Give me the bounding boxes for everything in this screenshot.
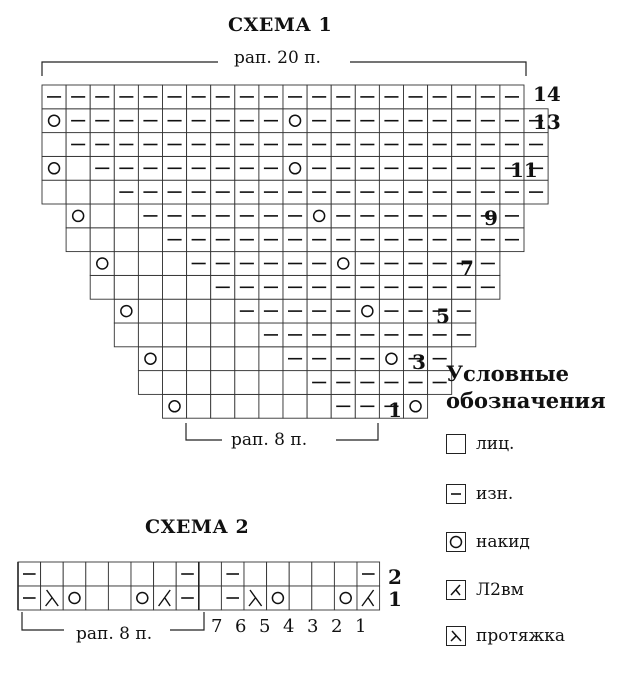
scheme1-row-number-11: 11 — [510, 158, 538, 182]
grid-cell — [114, 252, 138, 276]
grid-cell — [244, 562, 267, 586]
grid-cell — [334, 562, 357, 586]
yarn-over-icon — [446, 532, 466, 552]
scheme2-column-number-3: 3 — [307, 616, 319, 637]
grid-cell — [114, 204, 138, 228]
grid-cell — [90, 228, 114, 252]
knit-stitch-icon — [446, 434, 466, 454]
grid-cell — [259, 371, 283, 395]
grid-cell — [41, 562, 64, 586]
scheme2-column-number-2: 2 — [331, 616, 343, 637]
grid-cell — [66, 156, 90, 180]
grid-cell — [283, 109, 307, 133]
grid-cell — [267, 586, 290, 610]
grid-cell — [187, 394, 211, 418]
grid-cell — [334, 586, 357, 610]
scheme1-row-number-9: 9 — [484, 206, 498, 230]
grid-cell — [163, 252, 187, 276]
grid-cell — [42, 133, 66, 157]
grid-cell — [187, 347, 211, 371]
grid-cell — [187, 371, 211, 395]
scheme2-column-number-7: 7 — [211, 616, 223, 637]
legend-item-yarn-over — [446, 532, 530, 552]
scheme1-repeat-top-bracket — [42, 62, 526, 76]
grid-cell — [163, 275, 187, 299]
legend-label-yarn-over: накид — [476, 532, 530, 552]
legend-item-k2tog — [446, 580, 524, 600]
legend-item-purl — [446, 484, 513, 504]
grid-cell — [283, 156, 307, 180]
scheme1-row-number-1: 1 — [388, 398, 402, 422]
legend-label-ssk: протяжка — [476, 626, 565, 646]
grid-cell — [42, 156, 66, 180]
grid-cell — [283, 371, 307, 395]
grid-cell — [108, 586, 131, 610]
grid-cell — [163, 299, 187, 323]
grid-cell — [259, 394, 283, 418]
grid-cell — [163, 323, 187, 347]
grid-cell — [211, 347, 235, 371]
grid-cell — [66, 228, 90, 252]
grid-cell — [163, 347, 187, 371]
grid-cell — [211, 323, 235, 347]
scheme1-row-number-13: 13 — [533, 110, 561, 134]
grid-cell — [90, 204, 114, 228]
grid-cell — [199, 586, 222, 610]
grid-cell — [259, 347, 283, 371]
grid-cell — [66, 204, 90, 228]
grid-cell — [235, 371, 259, 395]
grid-cell — [90, 180, 114, 204]
scheme2-row-number-2: 2 — [388, 565, 402, 589]
grid-cell — [379, 347, 403, 371]
grid-cell — [211, 371, 235, 395]
legend-item-ssk — [446, 626, 565, 646]
grid-cell — [63, 586, 86, 610]
grid-cell — [90, 252, 114, 276]
grid-cell — [138, 252, 162, 276]
grid-cell — [138, 371, 162, 395]
grid-cell — [235, 394, 259, 418]
grid-cell — [138, 275, 162, 299]
grid-cell — [114, 275, 138, 299]
grid-cell — [187, 299, 211, 323]
grid-cell — [307, 204, 331, 228]
scheme1-title: СХЕМА 1 — [228, 14, 333, 36]
scheme2-column-number-4: 4 — [283, 616, 295, 637]
scheme1-row-number-5: 5 — [436, 304, 450, 328]
grid-cell — [267, 562, 290, 586]
scheme1-repeat-top-label: рап. 20 п. — [228, 48, 327, 68]
grid-cell — [63, 562, 86, 586]
grid-cell — [154, 562, 177, 586]
legend-label-purl: изн. — [476, 484, 514, 504]
grid-cell — [66, 180, 90, 204]
scheme2-repeat-label: рап. 8 п. — [70, 624, 158, 644]
grid-cell — [404, 394, 428, 418]
grid-cell — [187, 275, 211, 299]
scheme2-column-number-1: 1 — [355, 616, 367, 637]
grid-cell — [114, 299, 138, 323]
grid-cell — [108, 562, 131, 586]
grid-cell — [211, 299, 235, 323]
purl-stitch-icon — [446, 484, 466, 504]
grid-cell — [331, 252, 355, 276]
grid-cell — [138, 347, 162, 371]
grid-cell — [289, 586, 312, 610]
grid-cell — [307, 394, 331, 418]
grid-cell — [114, 228, 138, 252]
scheme2-column-number-6: 6 — [235, 616, 247, 637]
scheme1-repeat-bottom-label: рап. 8 п. — [225, 430, 313, 450]
grid-cell — [289, 562, 312, 586]
grid-cell — [138, 228, 162, 252]
legend-label-k2tog: Л2вм — [476, 580, 524, 600]
grid-cell — [235, 323, 259, 347]
grid-cell — [163, 394, 187, 418]
scheme1-row-number-3: 3 — [412, 350, 426, 374]
grid-cell — [187, 323, 211, 347]
scheme1-row-number-14: 14 — [533, 82, 561, 106]
grid-cell — [312, 586, 335, 610]
grid-cell — [235, 347, 259, 371]
k2tog-icon — [446, 580, 466, 600]
grid-cell — [42, 180, 66, 204]
scheme2-title: СХЕМА 2 — [145, 516, 250, 538]
scheme2-column-number-5: 5 — [259, 616, 271, 637]
grid-cell — [114, 323, 138, 347]
scheme2-row-number-1: 1 — [388, 587, 402, 611]
grid-cell — [211, 394, 235, 418]
grid-cell — [283, 394, 307, 418]
grid-cell — [90, 275, 114, 299]
grid-cell — [355, 299, 379, 323]
legend-title: Условные обозначения — [446, 361, 606, 413]
grid-cell — [138, 323, 162, 347]
legend-item-knit — [446, 434, 514, 454]
grid-cell — [131, 586, 154, 610]
grid-cell — [131, 562, 154, 586]
grid-cell — [86, 562, 109, 586]
grid-cell — [312, 562, 335, 586]
legend-label-knit: лиц. — [476, 434, 515, 454]
grid-cell — [199, 562, 222, 586]
grid-cell — [163, 371, 187, 395]
scheme1-row-number-7: 7 — [460, 256, 474, 280]
ssk-icon — [446, 626, 466, 646]
grid-cell — [138, 299, 162, 323]
grid-cell — [86, 586, 109, 610]
grid-cell — [42, 109, 66, 133]
